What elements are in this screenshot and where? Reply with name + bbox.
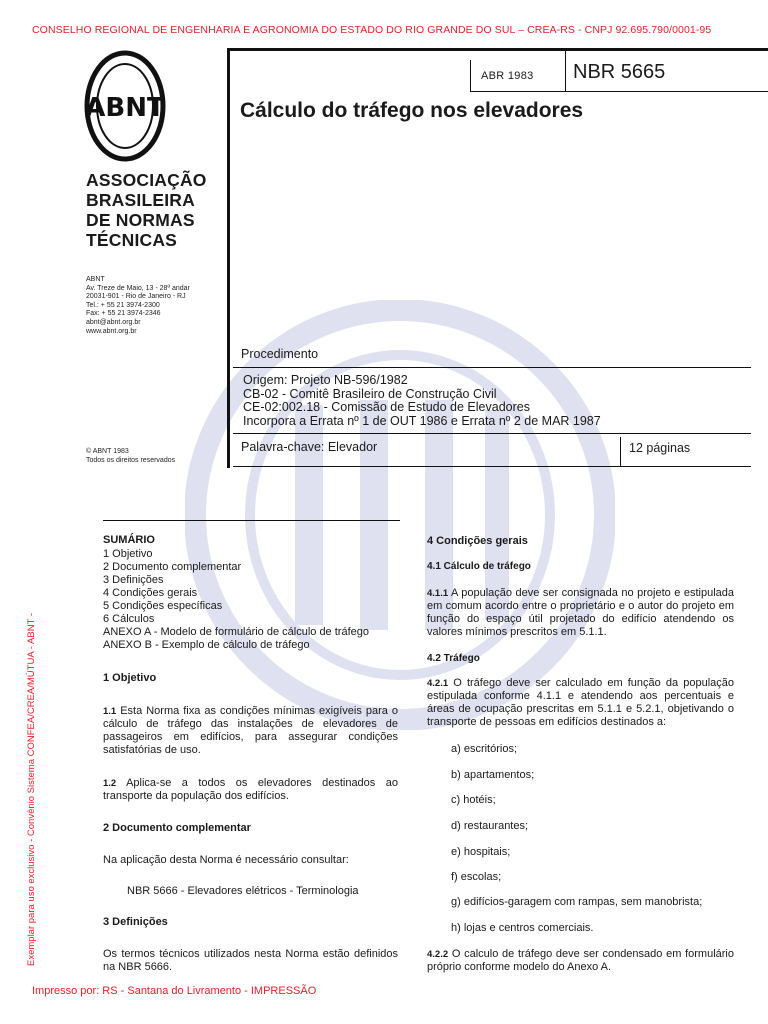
- org-name-line-1: ASSOCIAÇÃO: [86, 170, 207, 190]
- summary-rule: [103, 520, 400, 521]
- paragraph-text: Esta Norma fixa as condições mínimas exigíveis para o cálculo de tráfego das instalações de elevadores de passageiros em edifícios, para assegurar condições satisfatórias de uso.: [103, 705, 398, 756]
- address-line: abnt@abnt.org.br: [86, 318, 141, 326]
- paragraph-number: 4.2.1: [427, 678, 449, 689]
- standard-number: NBR 5665: [573, 61, 666, 83]
- paragraph-text: A população deve ser consignada no projeto e estipulada em comum acordo entre o proprietário e o autor do projeto em função do espaço útil projetado do edifício atendendo os valores mínimos prescritos em 5.1.1.: [427, 587, 734, 638]
- org-address: [86, 276, 190, 336]
- summary-item: 5 Condições específicas: [103, 600, 223, 612]
- paragraph-number: 4.2.2: [427, 949, 449, 960]
- list-item: d) restaurantes;: [451, 820, 529, 832]
- org-name-line-3: DE NORMAS: [86, 210, 195, 230]
- origin-line: CB-02 - Comitê Brasileiro de Construção Civil: [243, 386, 497, 401]
- paragraph-4-1-1: [427, 587, 734, 639]
- side-license-banner: Exemplar para uso exclusivo - Convênio Sistema CONFEA/CREA/MÚTUA - ABNT -: [26, 612, 37, 966]
- section-1-title: 1 Objetivo: [103, 672, 157, 684]
- paragraph-1-2: [103, 777, 398, 803]
- page-count: 12 páginas: [629, 441, 691, 455]
- section-4-1-title: 4.1 Cálculo de tráfego: [427, 561, 531, 572]
- summary-title: SUMÁRIO: [103, 534, 155, 546]
- print-footer-banner: Impresso por: RS - Santana do Livramento - IMPRESSÃO: [32, 985, 317, 997]
- copyright-line: © ABNT 1983: [86, 448, 129, 455]
- address-line: Tel.: + 55 21 3974-2300: [86, 301, 160, 309]
- summary-item: 6 Cálculos: [103, 613, 155, 625]
- paragraph-4-2-2: [427, 948, 734, 974]
- org-name-line-4: TÉCNICAS: [86, 230, 178, 250]
- summary-item: ANEXO A - Modelo de formulário de cálculo de tráfego: [103, 626, 369, 638]
- paragraph-text: O tráfego deve ser calculado em função da população estipulada conforme 4.1.1 e atendendo aos percentuais e áreas de ocupação prescritas em 5.1.1 e 5.2.1, objetivando o transporte de pessoas em edifícios destinados a:: [427, 677, 735, 728]
- divider: [233, 367, 751, 368]
- keyword: Palavra-chave: Elevador: [241, 440, 378, 454]
- document-title: Cálculo do tráfego nos elevadores: [240, 99, 584, 122]
- divider: [233, 433, 751, 434]
- section-4-2-title: 4.2 Tráfego: [427, 653, 480, 664]
- paragraph-4-2-1: [427, 677, 734, 729]
- summary-item: ANEXO B - Exemplo de cálculo de tráfego: [103, 639, 310, 651]
- number-box-border: [470, 91, 768, 92]
- address-line: Fax: + 55 21 3974-2346: [86, 310, 161, 318]
- section-4-title: 4 Condições gerais: [427, 535, 528, 547]
- abnt-watermark-logo: [185, 300, 615, 730]
- summary-item: 4 Condições gerais: [103, 587, 198, 599]
- document-type: Procedimento: [241, 347, 319, 361]
- paragraph-number: 1.2: [103, 778, 117, 789]
- origin-line: Origem: Projeto NB-596/1982: [243, 373, 408, 387]
- abnt-logo-text: ABNT: [85, 93, 165, 123]
- list-item: f) escolas;: [451, 871, 502, 883]
- divider: [233, 466, 751, 467]
- list-item: e) hospitais;: [451, 846, 511, 858]
- header-vertical-rule: [227, 48, 230, 468]
- paragraph-number: 4.1.1: [427, 588, 449, 599]
- list-item: b) apartamentos;: [451, 769, 535, 781]
- number-box-divider: [565, 51, 566, 91]
- date-box-border: [470, 60, 471, 91]
- copyright-line: Todos os direitos reservados: [86, 456, 176, 464]
- list-item: a) escritórios;: [451, 743, 518, 755]
- standard-date: ABR 1983: [481, 70, 534, 82]
- paragraph-number: 1.1: [103, 706, 117, 717]
- abnt-logo: [84, 50, 166, 162]
- paragraph-1-1: [103, 705, 398, 757]
- section-2-title: 2 Documento complementar: [103, 822, 251, 834]
- summary-item: 2 Documento complementar: [103, 561, 242, 573]
- header-top-rule: [227, 48, 768, 51]
- summary-list: [103, 548, 369, 652]
- address-line: www.abnt.org.br: [86, 327, 137, 335]
- origin-line: Incorpora a Errata nº 1 de OUT 1986 e Errata nº 2 de MAR 1987: [243, 413, 601, 428]
- copyright-notice: [86, 448, 175, 465]
- paragraph-text: O calculo de tráfego deve ser condensado em formulário próprio conforme modelo do Anexo A.: [427, 948, 734, 973]
- reference-nbr-5666: NBR 5666 - Elevadores elétricos - Terminologia: [127, 885, 359, 897]
- list-item: h) lojas e centros comerciais.: [451, 922, 594, 934]
- origin-block: [243, 374, 601, 428]
- pages-divider: [620, 437, 621, 466]
- paragraph-3: Os termos técnicos utilizados nesta Norma estão definidos na NBR 5666.: [103, 948, 398, 973]
- summary-item: 3 Definições: [103, 574, 164, 586]
- org-name-line-2: BRASILEIRA: [86, 190, 195, 210]
- origin-line: CE-02:002.18 - Comissão de Estudo de Elevadores: [243, 400, 530, 414]
- section-3-title: 3 Definições: [103, 916, 168, 928]
- paragraph-2: Na aplicação desta Norma é necessário consultar:: [103, 854, 349, 866]
- address-line: 20031-901 - Rio de Janeiro - RJ: [86, 293, 186, 301]
- list-item: g) edifícios-garagem com rampas, sem manobrista;: [451, 896, 703, 908]
- crea-header-banner: CONSELHO REGIONAL DE ENGENHARIA E AGRONOMIA DO ESTADO DO RIO GRANDE DO SUL – CREA-RS - CNPJ 92.695.790/0001-95: [32, 24, 712, 36]
- address-line: Av. Treze de Maio, 13 - 28º andar: [86, 284, 190, 292]
- paragraph-text: Aplica-se a todos os elevadores destinados ao transporte da população dos edifícios.: [103, 777, 398, 802]
- summary-item: 1 Objetivo: [103, 548, 153, 560]
- list-item: c) hotéis;: [451, 794, 496, 806]
- address-line: ABNT: [86, 276, 105, 283]
